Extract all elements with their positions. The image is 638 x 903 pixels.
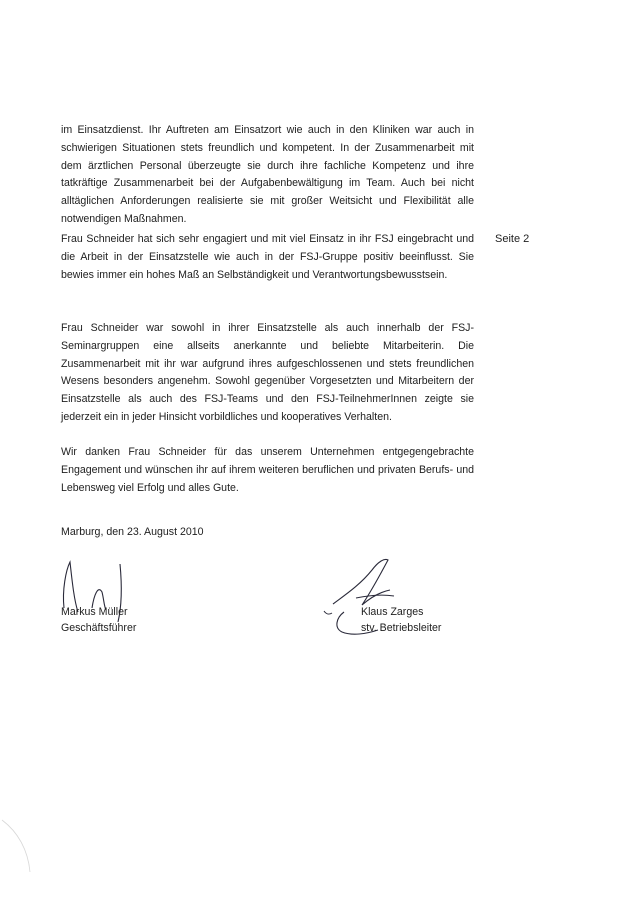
signatory-title: Geschäftsführer — [61, 621, 137, 634]
scan-artifact-mark — [2, 820, 30, 872]
body-paragraph: Wir danken Frau Schneider für das unserem Unternehmen entgegengebrachte Engagement und wünschen ihr auf ihrem weiteren beruflichen und privaten Berufs- und Lebensweg viel Erfolg und alles Gute. — [61, 446, 474, 494]
page-number-label: Seite 2 — [495, 233, 530, 245]
signatory-name: Markus Müller — [61, 606, 128, 618]
signature-right-stroke — [333, 559, 390, 605]
place-date-line: Marburg, den 23. August 2010 — [61, 526, 204, 538]
signature-right-stroke — [356, 595, 394, 598]
signatory-title: stv. Betriebsleiter — [361, 621, 442, 634]
body-paragraph: im Einsatzdienst. Ihr Auftreten am Einsatzort wie auch in den Kliniken war auch in schwierigen Situationen stets freundlich und kompetent. In der Zusammenarbeit mit dem ärztlichen Personal überzeugte sie durch ihre fachliche Kompetenz und ihre tatkräftige Zusammenarbeit bei der Aufgabenbewältigung im Team. Auch bei nicht alltäglichen Anforderungen realisierte sie mit großer Weitsicht und Flexibilität alle notwendigen Maßnahmen. — [61, 124, 474, 225]
signature-block-left — [61, 605, 136, 636]
signature-right-stroke — [324, 611, 332, 614]
body-paragraph: Frau Schneider hat sich sehr engagiert und mit viel Einsatz in ihr FSJ eingebracht und die Arbeit in der Einsatzstelle wie auch in der FSJ-Gruppe positiv beeinflusst. Sie bewies immer ein hohes Maß an Selbständigkeit und Verantwortungsbewusstsein. — [61, 233, 474, 281]
body-paragraph: Frau Schneider war sowohl in ihrer Einsatzstelle als auch innerhalb der FSJ-Seminargruppen eine allseits anerkannte und beliebte Mitarbeiterin. Die Zusammenarbeit mit ihr war aufgrund ihres aufgeschlossenen und stets freundlichen Wesens besonders angenehm. Sowohl gegenüber Vorgesetzten und Mitarbeitern der Einsatzstelle als auch des FSJ-Teams und den FSJ-TeilnehmerInnen zeigte sie jederzeit ein in jeder Hinsicht vorbildliches und kooperatives Verhalten. — [61, 322, 474, 423]
signature-block-right — [361, 605, 441, 636]
signatory-name: Klaus Zarges — [361, 606, 424, 618]
